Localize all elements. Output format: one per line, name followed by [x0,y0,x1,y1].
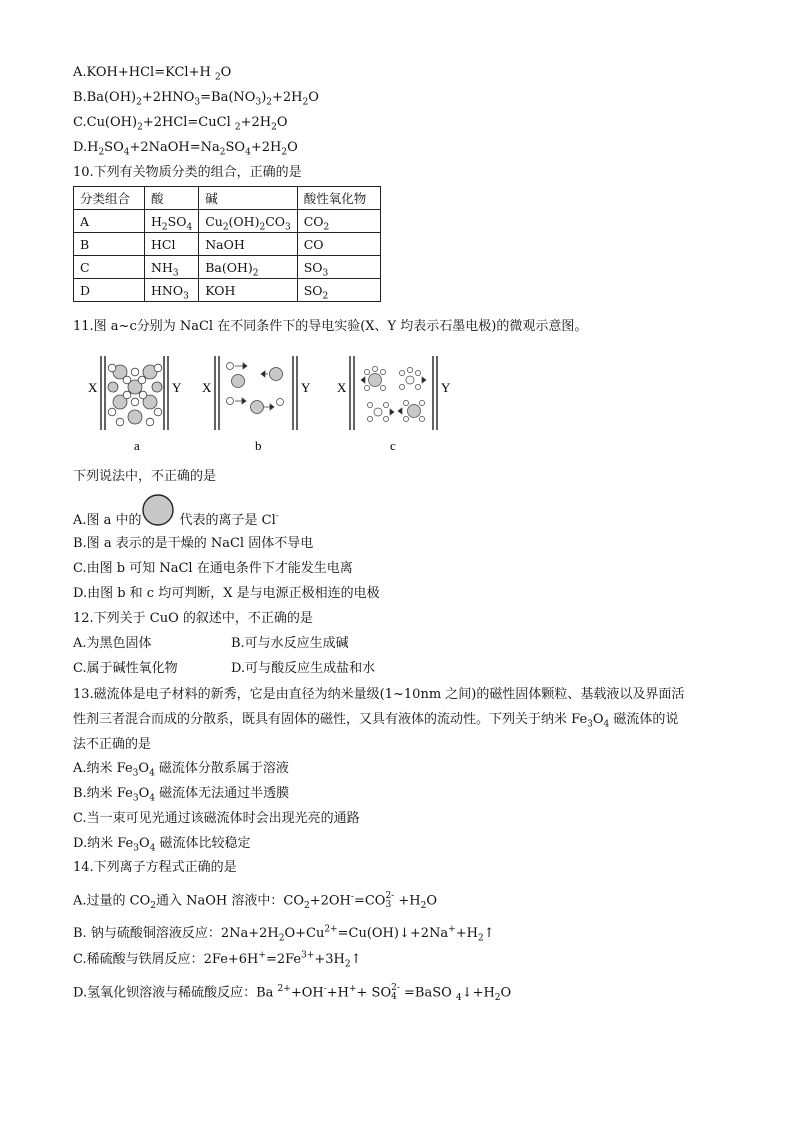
q12-option-b: B.可与水反应生成碱 [231,636,349,651]
panel-a-label: a [134,438,140,453]
table-cell: B [74,233,145,256]
q13-option-d: D.纳米 $Fe_3O_4$ 磁流体比较稳定 [73,836,251,854]
q9-option-c: $C.Cu(OH)_2+2HCl=CuCl$ $_2+2H_2O$ [73,115,288,133]
q14-option-b: B. 钠与硫酸铜溶液反应：$2Na+2H_2O+Cu^{2+}=Cu(OH)↓+2Na^++H_2↑$ [73,924,495,944]
table-cell: $HNO_3$ [145,279,199,302]
table-header: 酸性氧化物 [297,187,380,210]
q12-option-d: D.可与酸反应生成盐和水 [231,661,376,676]
q10-stem: 10.下列有关物质分类的组合，正确的是 [73,165,302,180]
table-cell: $H_2SO_4$ [145,210,199,233]
classification-table [73,186,381,302]
q12-option-a: A.为黑色固体 [73,636,152,651]
q9-option-d: $D.H_2SO_4+2NaOH=Na_2SO_4+2H_2O$ [73,140,298,158]
table-cell: D [74,279,145,302]
panel-c-label: c [390,438,396,453]
q14-option-a: A.过量的 $CO_2$通入 NaOH 溶液中：$CO_2+2OH^-=CO$ 2- 3 $+H_2O$ [73,891,438,912]
electrode-y-label: Y [301,380,311,395]
electrode-y-label: Y [441,380,451,395]
table-header: 酸 [145,187,199,210]
table-row [74,210,381,233]
nacl-conduction-figure [80,350,480,460]
table-header: 分类组合 [74,187,145,210]
table-header-row [74,187,381,210]
q11-option-b: B.图 a 表示的是干燥的 NaCl 固体不导电 [73,536,314,551]
q11-option-c: C.由图 b 可知 NaCl 在通电条件下才能发生电离 [73,561,353,576]
q11-option-d: D.由图 b 和 c 均可判断，X 是与电源正极相连的电极 [73,586,380,601]
electrode-y-label: Y [172,380,182,395]
panel-b-label: b [255,438,262,453]
table-row [74,256,381,279]
q13-stem-line1: 13.磁流体是电子材料的新秀，它是由直径为纳米量级(1~10nm 之间)的磁性固体颗粒、基载液以及界面活 [73,687,685,702]
table-cell: $SO_3$ [297,256,380,279]
q12-option-c: C.属于碱性氧化物 [73,661,178,676]
q13-option-a: A.纳米 $Fe_3O_4$ 磁流体分散系属于溶液 [73,761,289,779]
q14-option-c: C.稀硫酸与铁屑反应：$2Fe+6H^+=2Fe^{3+}+3H_2↑$ [73,950,362,970]
table-cell: $Cu_2(OH)_2CO_3$ [199,210,298,233]
q12-stem: 12.下列关于 CuO 的叙述中，不正确的是 [73,611,313,626]
table-cell: KOH [199,279,298,302]
table-cell: NaOH [199,233,298,256]
q13-stem-line2: 性剂三者混合而成的分散系，既具有固体的磁性，又具有液体的流动性。下列关于纳米 $Fe_3O_4$ 磁流体的说 [73,712,679,730]
table-cell: A [74,210,145,233]
q11-option-a: A.图 a 中的 代表的离子是 Cl- [73,511,279,528]
q13-stem-line3: 法不正确的是 [73,737,152,752]
electrode-x-label: X [202,380,212,395]
table-row [74,279,381,302]
electrode-x-label: X [337,380,347,395]
table-cell: $SO_2$ [297,279,380,302]
q9-option-a: A.KOH+HCl=KCl+H $_2$O [73,65,232,83]
panel-a [88,356,182,453]
q11-stem: 11.图 a~c分别为 NaCl 在不同条件下的导电实验(X、Y 均表示石墨电极)的微观示意图。 [73,319,588,334]
table-cell: $Ba(OH)_2$ [199,256,298,279]
q11-sub-stem: 下列说法中，不正确的是 [73,469,217,484]
table-header: 碱 [199,187,298,210]
electrode-x-label: X [88,380,98,395]
q9-option-b: $B.Ba(OH)_2+2HNO_3=Ba(NO_3)_2+2H_2O$ [73,90,319,108]
table-cell: $CO_2$ [297,210,380,233]
q13-option-b: B.纳米 $Fe_3O_4$ 磁流体无法通过半透膜 [73,786,290,804]
table-cell: HCl [145,233,199,256]
q14-stem: 14.下列离子方程式正确的是 [73,860,237,875]
table-row [74,233,381,256]
table-cell: $NH_3$ [145,256,199,279]
q13-option-c: C.当一束可见光通过该磁流体时会出现光亮的通路 [73,811,360,826]
table-cell: C [74,256,145,279]
q14-option-d: D.氢氧化钡溶液与稀硫酸反应：Ba $^{2+}$+OH-+H++ SO 2- 4 =BaSO $_4↓+H_2O$ [73,983,512,1004]
panel-c [337,356,451,453]
panel-b [202,356,311,453]
large-ion-icon [142,494,174,526]
table-cell: CO [297,233,380,256]
